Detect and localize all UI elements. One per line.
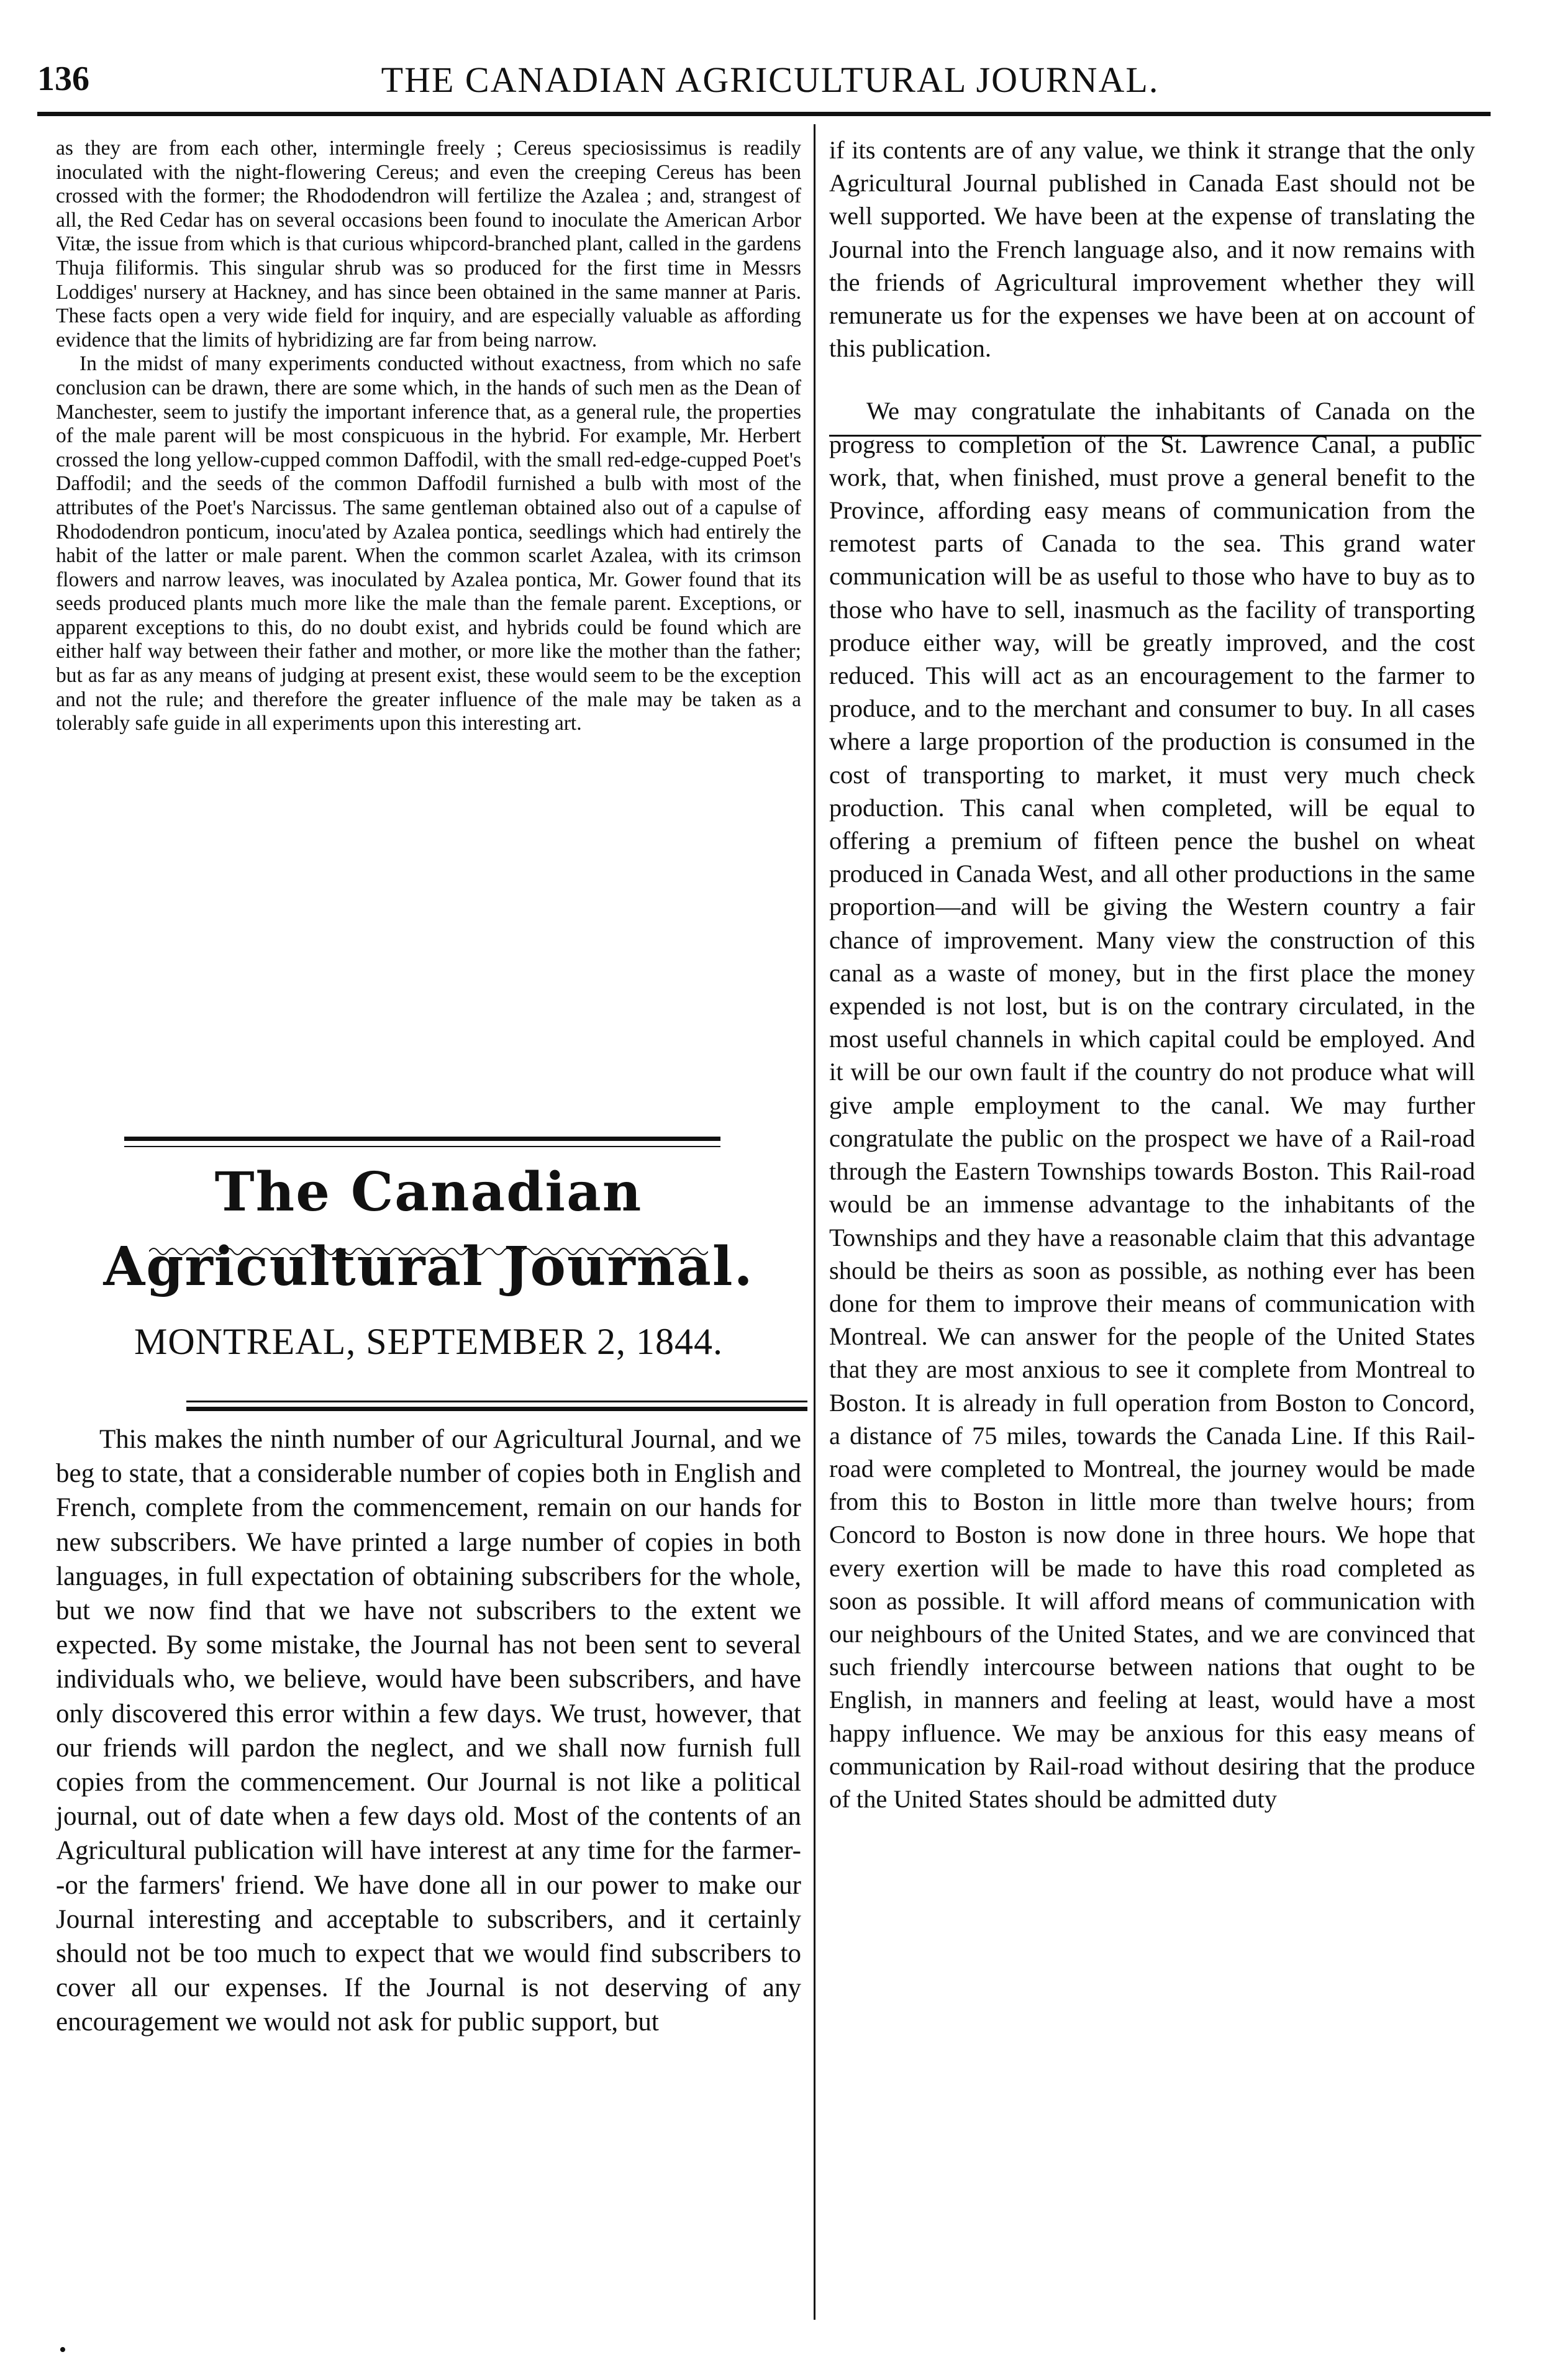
wavy-ornament-rule <box>149 1245 708 1258</box>
editorial-paragraph: This makes the ninth number of our Agricultural Journal, and we beg to state, that a considerable number of copies both in English and French, complete from the commencement, remain on our hands for new subscribers. We have printed a large number of copies in both languages, in full expectation of obtaining subscribers for the whole, but we now find that we have not subscribers to the extent we expected. By some mistake, the Journal has not been sent to several individuals who, we believe, would have been subscribers, and have only discovered this error within a few days. We trust, however, that our friends will pardon the neglect, and we shall now furnish full copies from the commencement. Our Journal is not like a political journal, out of date when a few days old. Most of the contents of an Agricultural publication will have interest at any time for the farmer--or the farmers' friend. We have done all in our power to make our Journal interesting and acceptable to subscribers, and it certainly should not be too much to expect that we would find subscribers to cover all our expenses. If the Journal is not deserving of any encouragement we would not ask for public support, but <box>56 1425 801 2037</box>
dateline-rule-thick <box>186 1407 807 1411</box>
column-divider <box>814 124 815 2320</box>
right-column <box>829 134 1475 1815</box>
page-header <box>37 59 1503 118</box>
dateline-rule <box>186 1401 807 1402</box>
dateline: MONTREAL, SEPTEMBER 2, 1844. <box>134 1321 724 1362</box>
editorial-text <box>56 1422 801 2040</box>
section-rule-thin <box>124 1146 720 1147</box>
right-column-rule <box>829 435 1481 437</box>
header-rule <box>37 112 1491 116</box>
canal-article: We may congratulate the inhabitants of Canada on the progress to completion of the St. Lawrence Canal, a public work, that, when finished, must prove a general benefit to the Province, affording easy means of communication from the remotest parts of Canada to the sea. This grand water communication will be as useful to those who have to buy as to those who have to sell, inasmuch as the facility of transporting produce either way, will be greatly improved, and the cost reduced. This will act as an encouragement to the farmer to produce, and to the merchant and consumer to buy. In all cases where a large proportion of the production is consumed in the cost of transporting to market, it must very much check production. This canal when completed, will be equal to offering a premium of fifteen pence the bushel on wheat produced in Canada West, and all other productions in the same proportion—and will be giving the Western country a fair chance of improvement. Many view the construction of this canal as a waste of money, but in the first place the money expended is not lost, but is on the contrary circulated, in the most useful channels in which capital could be employed. And it will be our own fault if the country do not produce what will give ample employment to the canal. We may further congratulate the public on the prospect we have of a Rail-road through the Eastern Townships towards Boston. This Rail-road would be an immense advantage to the inhabitants of the Townships and they have a reasonable claim that this advantage should be theirs as soon as possible, as nothing ever has been done for them to improve their means of communication with Montreal. We can answer for the people of the United States that they are most anxious to see it complete from Montreal to Boston. It is already in full operation from Boston to Concord, a distance of 75 miles, towards the Canada Line. If this Rail-road were completed to Montreal, the journey would be made from this to Boston in little more than twelve hours; from Concord to Boston is now done in three hours. We hope that every exertion will be made to have this road completed as soon as possible. It will afford means of communication with our neighbours of the United States, and we are convinced that such friendly intercourse between nations that ought to be English, in manners and feeling at least, would have a most happy influence. We may be anxious for this easy means of communication by Rail-road without desiring that the produce of the United States should be admitted duty <box>829 397 1475 1813</box>
stray-mark: • <box>59 2338 66 2361</box>
running-title: THE CANADIAN AGRICULTURAL JOURNAL. <box>381 60 1160 100</box>
journal-masthead: The Canadian Agricultural Journal. <box>103 1161 754 1298</box>
page-number: 136 <box>37 60 89 98</box>
article-paragraph: In the midst of many experiments conducted without exactness, from which no safe conclusion can be drawn, there are some which, in the hands of such men as the Dean of Manchester, seem to justify the important inference that, as a general rule, the properties of the male parent will be most conspicuous in the hybrid. For example, Mr. Herbert crossed the long yellow-cupped common Daffodil, with the small red-edge-cupped Poet's Daffodil; and the seeds of the common Daffodil furnished a bulb with most of the attributes of the Poet's Narcissus. The same gentleman obtained also out of a capulse of Rhododendron ponticum, inocu'ated by Azalea pontica, seedlings which had entirely the habit of the latter or male parent. When the common scarlet Azalea, with its crimson flowers and narrow leaves, was inoculated by Azalea pontica, Mr. Gower found that its seeds produced plants much more like the male than the female parent. Exceptions, or apparent exceptions to this, do no doubt exist, and hybrids could be found which are either half way between their father and mother, or more like the mother than the father; but as far as any means of judging at present exist, these would seem to be the exception and not the rule; and therefore the greater influence of the male may be taken as a tolerably safe guide in all experiments upon this interesting art. <box>56 352 801 735</box>
section-rule <box>124 1137 720 1141</box>
left-column-article <box>56 137 801 736</box>
article-paragraph: as they are from each other, intermingle freely ; Cereus speciosissimus is readily inoculated with the night-flowering Cereus; and even the creeping Cereus has been crossed with the former; the Rhododendron will fertilize the Azalea ; and, strangest of all, the Red Cedar has on several occasions been found to inoculate the American Arbor Vitæ, the issue from which is that curious whipcord-branched plant, called in the gardens Thuja filiformis. This singular shrub was so produced for the first time in Messrs Loddiges' nursery at Hackney, and has since been obtained in the same manner at Paris. These facts open a very wide field for inquiry, and are especially valuable as affording evidence that the limits of hybridizing are far from being narrow. <box>56 137 801 352</box>
editorial-continuation: if its contents are of any value, we think it strange that the only Agricultural Journal published in Canada East should not be well supported. We have been at the expense of translating the Journal into the French language also, and it now remains with the friends of Agricultural improvement whether they will remunerate us for the expenses we have been at on account of this publication. <box>829 136 1475 363</box>
